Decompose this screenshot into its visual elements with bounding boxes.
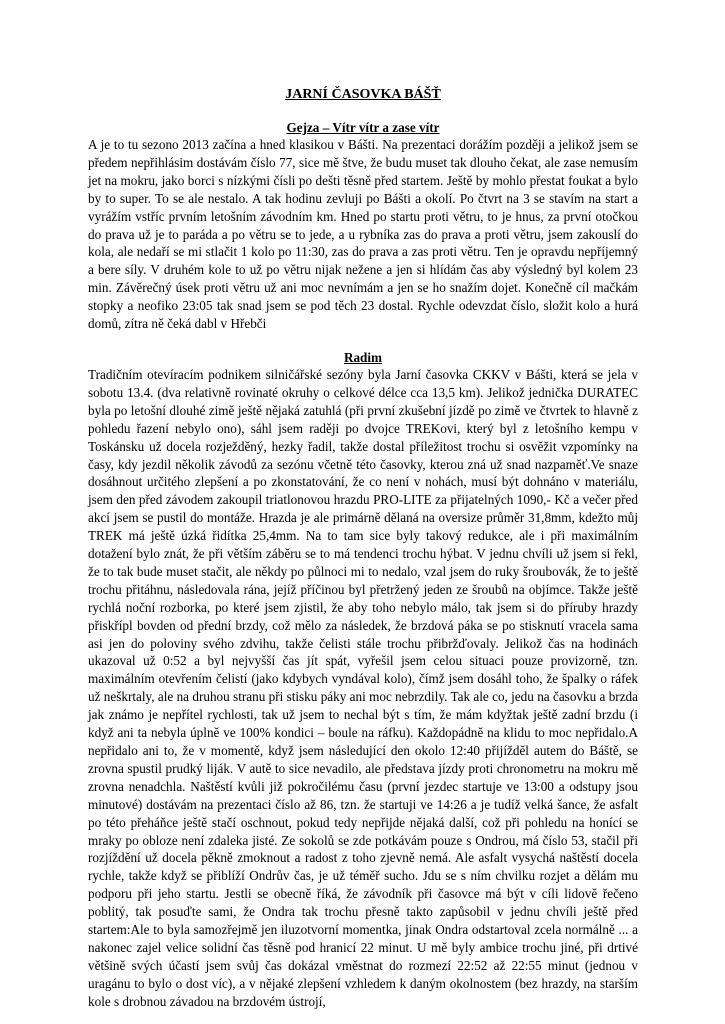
- section-text-radim: Tradičním otevíracím podnikem silničářské sezóny byla Jarní časovka CKKV v Bášti, která se jela v sobotu 13.4. (dva relativně rovinaté okruhy o celkové délce cca 13,5 km). Jelikož jednička DURATEC byla po letošní dlouhé zimě ještě nějaká zatuhlá (při první zkušební jízdě po zimě ve čtvrtek to hlavně z pohledu řazení nebylo ono), sáhl jsem raději po dvojce TREKovi, který byl z letošního kempu v Toskánsku už docela rozježděný, hezky řadil, takže dostal příležitost trochu si osvěžit vzpomínky na časy, kdy jezdil několik závodů za sezónu včetně této časovky, kterou zná už snad nazpaměť.Ve snaze dosáhnout určitého zlepšení a po zkonstatování, že co není v nohách, musí být dohnáno v materiálu, jsem den před závodem zakoupil triatlonovou hrazdu PRO-LITE za přijatelných 1090,- Kč a večer před akcí jsem se pustil do montáže. Hrazda je ale primárně dělaná na oversize průměr 31,8mm, kdežto můj TREK má ještě úzká řidítka 25,4mm. Na to tam sice byly takový redukce, ale i při maximálním dotažení bylo znát, že při větším záběru se to má tendenci trochu hýbat. V jednu chvíli už jsem si řekl, že to tak bude muset stačit, ale někdy po půlnoci mi to nedalo, vzal jsem do ruky šroubovák, že to ještě trochu přitáhnu, následovala rána, jejíž příčinou byl přetržený jeden ze šroubů na objímce. Takže ještě rychlá noční rozborka, po které jsem zjistil, že aby toho nebylo málo, tak jsem si do příruby hrazdy přiskřípl bovden od přední brzdy, což mělo za následek, že brzdová páka se po stisknutí vracela sama asi jen do poloviny svého zdvihu, takže čelisti stále trochu přibržďovaly. Jelikož čas na hodinách ukazoval už 0:52 a byl nejvyšší čas jít spát, vyřešil jsem celou situaci pouze provizorně, tzn. maximálním otevřením čelistí (jako kdybych vyndával kolo), čímž jsem dosáhl toho, že špalky o ráfek už neškrtaly, ale na druhou stranu při stisku páky ani moc nebrzdily. Tak ale co, jedu na časovku a brzda jak známo je nepřítel rychlosti, tak už jsem to nechal být s tím, že mám kdyžtak ještě zadní brzdu (i když ani ta nebyla úplně ve 100% kondici – boule na ráfku). Každopádně na klidu to moc nepřidalo.A nepřidalo ani to, že v momentě, když jsem následující den okolo 12:40 přijížděl autem do Báště, se zrovna spustil prudký liják. V autě to sice nevadilo, ale představa jízdy proti chronometru na mokru mě zrovna nenadchla. Naštěstí kvůli již pokročilému času (první jezdec startuje ve 13:00 a odstupy jsou minutové) dostávám na prezentaci číslo až 86, tzn. že startuji ve 14:26 a je tudíž velká šance, že asfalt po této přeháňce ještě stačí oschnout, pokud tedy nepřijde nějaká další, což při pohledu na honící se mraky po obloze není zdaleka jisté. Ze sokolů se zde potkávám pouze s Ondrou, má číslo 53, stačil při rozjíždění už docela pěkně zmoknout a radost z toho zjevně nemá. Ale asfalt vysychá naštěstí docela rychle, takže když se přiblíží Ondrův čas, je už téměř sucho. Jdu se s ním chvilku rozjet a dělám mu podporu při jeho startu. Jestli se obecně říká, že závodník při časovce má být v cíli lidově řečeno poblitý, tak posuďte sami, že Ondra tak trochu přesně takto zapůsobil v jednu chvíli ještě před startem:Ale to byla samozřejmě jen iluzotvorní momentka, jinak Ondra odstartoval zcela normálně ... a nakonec zajel velice solidní čas těsně pod hranicí 22 minut. U mě byly ambice trochu jiné, při drtivé většině svých účastí jsem svůj čas dokázal vměstnat do rozmezí 22:52 až 22:55 minut (jednou v uragánu to bylo o dost víc), a v nějaké zlepšení vzhledem k daným okolnostem (bez hrazdy, na starším kole s drobnou závadou na brzdovém ústrojí,: [88, 366, 638, 1009]
- section-text-gejza: A je to tu sezono 2013 začína a hned klasikou v Bášti. Na prezentaci dorážím později a jelikož jsem se předem nepřihlásim dostávám číslo 77, sice mě štve, že budu muset tak dlouho čekat, ale zase nemusím jet na mokru, jako borci s nízkými čísli po dešti těsně před startem. Ještě by mohlo přestat foukat a bylo by to super. To se ale nestalo. A tak hodinu zevluji po Bášti a okolí. Po čtvrt na 3 se stavím na start a vyrážím vstříc prvním letošním závodním km. Hned po startu proti větru, to je hnus, za první otočkou do prava už je to paráda a po větru se to jede, a u rybníka zas do prava a proti větru, jsem zakouslí do kola, ale nedaří se mi stlačit 1 kolo po 11:30, zas do prava a zas proti větru. Ten je opravdu nepříjemný a bere síly. V druhém kole to už po větru nijak nežene a jen si hlídám čas aby výsledný byl kolem 23 min. Závěrečný úsek proti větru už ani moc nevnímám a jen se ho snažím dojet. Konečně cíl mačkám stopky a neofiko 23:05 tak snad jsem se pod těch 23 dostal. Rychle odevzdat číslo, složit kolo a hurá domů, zítra ně čeká dabl v Hřebči: [88, 137, 638, 332]
- document-page: [88, 86, 638, 1011]
- section-spacer: [88, 333, 638, 350]
- document-title: JARNÍ ČASOVKA BÁŠŤ: [285, 87, 441, 102]
- section-heading-gejza: Gejza – Vítr vítr a zase vítr: [286, 120, 440, 135]
- section-heading-radim: Radim: [343, 349, 383, 365]
